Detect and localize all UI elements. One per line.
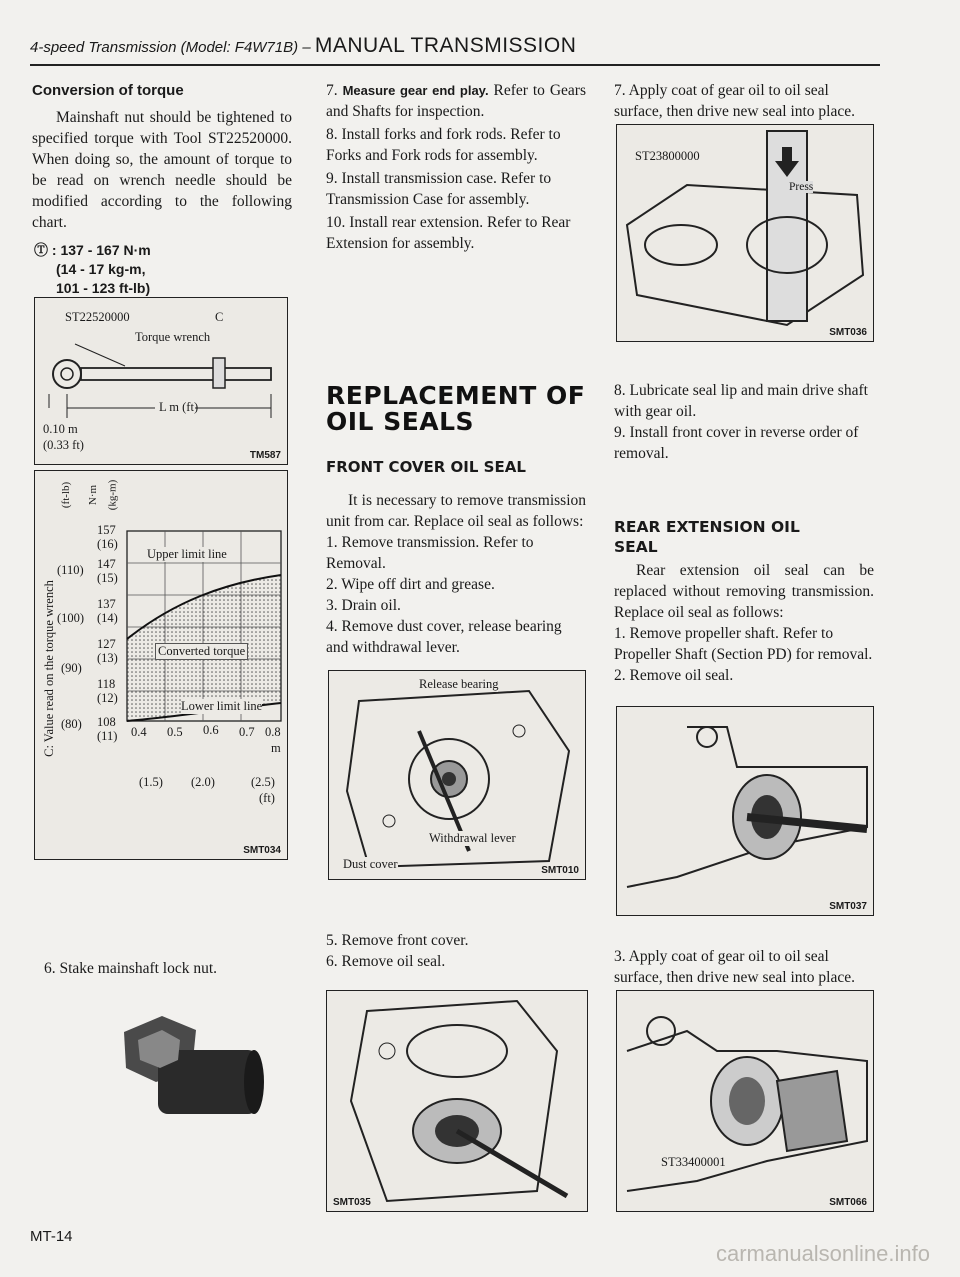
y-tick-14: (14) (97, 611, 118, 625)
torque-spec-line-3: 101 - 123 ft-lb) (56, 280, 151, 296)
figure-install-front-seal (616, 124, 874, 342)
y-tick-147: 147 (97, 557, 116, 571)
x-tick-ft-1.5: (1.5) (139, 775, 163, 789)
figure-torque-chart (34, 470, 288, 860)
fig3-code: SMT010 (541, 865, 579, 876)
y-tick-118: 118 (97, 677, 116, 691)
heading-replacement-1: REPLACEMENT OF (326, 381, 586, 410)
release-bearing-label: Release bearing (419, 677, 499, 691)
y-tick-11: (11) (97, 729, 118, 743)
front-step-6: 6. Remove oil seal. (326, 953, 446, 970)
step-8-forks: 8. Install forks and fork rods. Refer to Forks and Fork rods for assembly. (326, 126, 561, 164)
chart-y-axis-label: C: Value read on the torque wrench (41, 580, 56, 757)
y-tick-110: (110) (57, 563, 84, 577)
figure-torque-wrench (34, 297, 288, 465)
front-cover-intro: It is necessary to remove transmission unit from car. Replace oil seal as follows: (326, 492, 586, 530)
fig4-code: SMT035 (333, 1197, 371, 1208)
chart-y-unit-kgm: (kg-m) (106, 479, 119, 511)
y-tick-137: 137 (97, 597, 116, 611)
x-tick-ft-2.5: (2.5) (251, 775, 275, 789)
page-number: MT-14 (30, 1228, 73, 1245)
y-tick-108: 108 (97, 715, 116, 729)
lock-nut-drawing (84, 1010, 274, 1140)
y-tick-12: (12) (97, 691, 118, 705)
heading-rear-extension-1: REAR EXTENSION OIL (614, 518, 800, 536)
step-6-stake: 6. Stake mainshaft lock nut. (44, 960, 218, 977)
fig1-code: TM587 (249, 450, 281, 461)
page-header (30, 28, 880, 66)
front-steps-5-6 (326, 930, 586, 972)
step-7-apply-oil: 7. Apply coat of gear oil to oil seal surface, then drive new seal into place. (614, 82, 856, 120)
section-heading-conversion: Conversion of torque (32, 82, 184, 99)
fig1-length-label: L m (ft) (159, 400, 199, 414)
column-middle (326, 80, 586, 254)
y-tick-15: (15) (97, 571, 118, 585)
x-tick-ft-2.0: (2.0) (191, 775, 215, 789)
front-step-5: 5. Remove front cover. (326, 932, 469, 949)
step-7-measure: 7. Measure gear end play. Refer to Gears and Shafts for inspection. (326, 82, 586, 120)
fig6-code: SMT037 (829, 901, 867, 912)
fig7-tool-label: ST33400001 (661, 1155, 726, 1169)
x-tick-0.8: 0.8 (265, 725, 281, 739)
chart-y-unit-nm: N·m (87, 484, 100, 506)
converted-torque-label: Converted torque (155, 643, 248, 660)
rear-step-3: 3. Apply coat of gear oil to oil seal surface, then drive new seal into place. (614, 948, 856, 986)
figure-remove-oil-seal (326, 990, 588, 1212)
x-tick-0.7: 0.7 (239, 725, 255, 739)
column-right (614, 80, 874, 122)
lower-limit-label: Lower limit line (181, 699, 263, 713)
front-step-2: 2. Wipe off dirt and grease. (326, 576, 495, 593)
torque-spec-line-1: Ⓣ : 137 - 167 N·m (34, 242, 151, 258)
front-cover-procedure (326, 490, 586, 658)
fig7-code: SMT066 (829, 1197, 867, 1208)
x-tick-0.6: 0.6 (203, 723, 219, 737)
front-step-8: 8. Lubricate seal lip and main drive shaft with gear oil. (614, 382, 868, 420)
x-unit-ft: (ft) (259, 791, 275, 805)
fig1-tool-label: ST22520000 (65, 310, 130, 324)
y-tick-13: (13) (97, 651, 118, 665)
fig1-dist-m: 0.10 m (43, 422, 78, 436)
rear-step-2: 2. Remove oil seal. (614, 667, 734, 684)
x-tick-0.4: 0.4 (131, 725, 147, 739)
fig1-c-label: C (215, 310, 224, 324)
torque-spec (32, 241, 292, 298)
x-tick-0.5: 0.5 (167, 725, 183, 739)
figure-release-bearing (328, 670, 586, 880)
heading-front-cover-seal: FRONT COVER OIL SEAL (326, 458, 526, 476)
figure-remove-rear-seal (616, 706, 874, 916)
heading-replacement-2: OIL SEALS (326, 407, 475, 436)
step-9-case: 9. Install transmission case. Refer to Transmission Case for assembly. (326, 170, 552, 208)
remove-oil-seal-drawing (327, 991, 587, 1211)
rear-extension-procedure (614, 560, 874, 686)
y-tick-90: (90) (61, 661, 82, 675)
fig5-code: SMT036 (829, 327, 867, 338)
front-step-9: 9. Install front cover in reverse order of removal. (614, 424, 859, 462)
y-tick-80: (80) (61, 717, 82, 731)
fig5-press-label: Press (789, 181, 814, 193)
front-step-3: 3. Drain oil. (326, 597, 401, 614)
figure-lock-nut (84, 1010, 274, 1140)
chart-y-unit-ftlb: (ft-lb) (60, 481, 73, 509)
fig1-dist-ft: (0.33 ft) (43, 438, 84, 452)
header-model: 4-speed Transmission (Model: F4W71B) – MANUAL TRANSMISSION (30, 34, 577, 57)
release-bearing-drawing (329, 671, 585, 879)
withdrawal-lever-label: Withdrawal lever (429, 831, 516, 845)
y-tick-100: (100) (57, 611, 85, 625)
dust-cover-label: Dust cover (343, 857, 398, 871)
column-left (32, 80, 292, 298)
y-tick-16: (16) (97, 537, 118, 551)
torque-spec-line-2: (14 - 17 kg-m, (56, 261, 146, 277)
fig5-tool-label: ST23800000 (635, 149, 700, 163)
heading-rear-extension-2: SEAL (614, 538, 658, 556)
conversion-paragraph: Mainshaft nut should be tightened to specified torque with Tool ST22520000. When doing so, the amount of torque to be read on wrench needle should be modified according to the following chart. (32, 109, 292, 231)
front-step-1: 1. Remove transmission. Refer to Removal. (326, 534, 534, 572)
y-tick-127: 127 (97, 637, 116, 651)
step-10-extension: 10. Install rear extension. Refer to Rear Extension for assembly. (326, 214, 571, 252)
x-unit-m: m (271, 741, 281, 755)
figure-install-rear-seal (616, 990, 874, 1212)
front-steps-8-9 (614, 380, 874, 464)
y-tick-157: 157 (97, 523, 116, 537)
upper-limit-label: Upper limit line (147, 547, 227, 561)
watermark: carmanualsonline.info (715, 1241, 930, 1266)
install-rear-seal-drawing (617, 991, 873, 1211)
step-7-bold: Measure gear end play. (342, 83, 489, 98)
rear-extension-intro: Rear extension oil seal can be replaced without removing transmission. Replace oil seal as follows: (614, 562, 874, 621)
fig1-wrench-label: Torque wrench (135, 330, 211, 344)
rear-step-1: 1. Remove propeller shaft. Refer to Propeller Shaft (Section PD) for removal. (614, 625, 873, 663)
fig2-code: SMT034 (243, 845, 281, 856)
header-title: MANUAL TRANSMISSION (314, 34, 577, 57)
remove-rear-seal-drawing (617, 707, 873, 915)
front-step-4: 4. Remove dust cover, release bearing and withdrawal lever. (326, 618, 562, 656)
